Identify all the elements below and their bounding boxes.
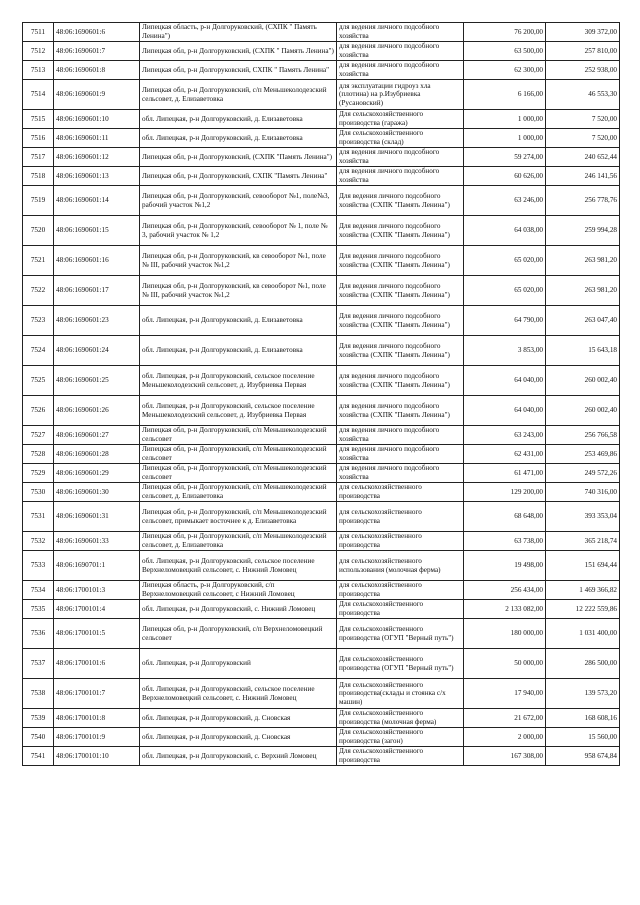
address-cell: Липецкая обл, р-н Долгоруковский, с/п Меньшеколодезский сельсовет, д. Елизаветовка bbox=[140, 80, 337, 110]
cadastral-number-cell: 48:06:1690601:16 bbox=[54, 246, 140, 276]
permitted-use-cell: для сельскохозяйственного производства bbox=[337, 532, 464, 551]
cadastral-value-cell: 151 694,44 bbox=[546, 551, 620, 581]
permitted-use-cell: Для сельскохозяйственного производства (гаража) bbox=[337, 110, 464, 129]
permitted-use-cell: для ведения личного подсобного хозяйства bbox=[337, 42, 464, 61]
row-number-cell: 7513 bbox=[23, 61, 54, 80]
table-row bbox=[23, 129, 620, 148]
address-cell: обл. Липецкая, р-н Долгоруковский, д. Сновская bbox=[140, 709, 337, 728]
area-cell: 63 246,00 bbox=[464, 186, 546, 216]
address-cell: Липецкая обл, р-н Долгоруковский, (СХПК " Память Ленина") bbox=[140, 42, 337, 61]
cadastral-value-cell: 958 674,84 bbox=[546, 747, 620, 766]
address-cell: Липецкая обл, р-н Долгоруковский, СХПК "Память Ленина" bbox=[140, 167, 337, 186]
cadastral-number-cell: 48:06:1690601:28 bbox=[54, 445, 140, 464]
row-number-cell: 7541 bbox=[23, 747, 54, 766]
address-cell: Липецкая обл, р-н Долгоруковский, с/п Меньшеколодезский сельсовет, д. Елизаветовка bbox=[140, 483, 337, 502]
cadastral-value-cell: 7 520,00 bbox=[546, 110, 620, 129]
permitted-use-cell: Для ведения личного подсобного хозяйства (СХПК "Память Ленина") bbox=[337, 246, 464, 276]
table-row bbox=[23, 80, 620, 110]
row-number-cell: 7530 bbox=[23, 483, 54, 502]
permitted-use-cell: Для ведения личного подсобного хозяйства (СХПК "Память Ленина") bbox=[337, 306, 464, 336]
cadastral-number-cell: 48:06:1690601:33 bbox=[54, 532, 140, 551]
table-row bbox=[23, 483, 620, 502]
cadastral-number-cell: 48:06:1690601:26 bbox=[54, 396, 140, 426]
area-cell: 61 471,00 bbox=[464, 464, 546, 483]
address-cell: Липецкая обл, р-н Долгоруковский, СХПК " Память Ленина" bbox=[140, 61, 337, 80]
permitted-use-cell: для ведения личного подсобного хозяйства bbox=[337, 23, 464, 42]
cadastral-value-cell: 393 353,04 bbox=[546, 502, 620, 532]
table-row bbox=[23, 186, 620, 216]
area-cell: 64 038,00 bbox=[464, 216, 546, 246]
address-cell: Липецкая обл, р-н Долгоруковский, с/п Меньшеколодезский сельсовет bbox=[140, 445, 337, 464]
table-row bbox=[23, 619, 620, 649]
cadastral-number-cell: 48:06:1690601:14 bbox=[54, 186, 140, 216]
cadastral-value-cell: 15 643,18 bbox=[546, 336, 620, 366]
cadastral-value-cell: 259 994,28 bbox=[546, 216, 620, 246]
row-number-cell: 7532 bbox=[23, 532, 54, 551]
permitted-use-cell: для ведения личного подсобного хозяйства bbox=[337, 167, 464, 186]
address-cell: обл. Липецкая, р-н Долгоруковский, д. Елизаветовка bbox=[140, 306, 337, 336]
area-cell: 2 133 082,00 bbox=[464, 600, 546, 619]
row-number-cell: 7526 bbox=[23, 396, 54, 426]
cadastral-value-cell: 365 218,74 bbox=[546, 532, 620, 551]
cadastral-number-cell: 48:06:1690601:8 bbox=[54, 61, 140, 80]
address-cell: Липецкая обл, р-н Долгоруковский, с/п Меньшеколодезский сельсовет, д. Елизаветовка bbox=[140, 532, 337, 551]
cadastral-number-cell: 48:06:1690601:13 bbox=[54, 167, 140, 186]
address-cell: обл. Липецкая, р-н Долгоруковский, сельское поселение Верхнеломовецкий сельсовет, с. Нижний Ломовец bbox=[140, 679, 337, 709]
cadastral-number-cell: 48:06:1690601:10 bbox=[54, 110, 140, 129]
cadastral-value-cell: 257 810,00 bbox=[546, 42, 620, 61]
row-number-cell: 7538 bbox=[23, 679, 54, 709]
cadastral-value-cell: 263 981,20 bbox=[546, 276, 620, 306]
area-cell: 60 626,00 bbox=[464, 167, 546, 186]
area-cell: 17 940,00 bbox=[464, 679, 546, 709]
cadastral-number-cell: 48:06:1700101:3 bbox=[54, 581, 140, 600]
area-cell: 63 738,00 bbox=[464, 532, 546, 551]
permitted-use-cell: Для сельскохозяйственного производства (склад) bbox=[337, 129, 464, 148]
area-cell: 64 040,00 bbox=[464, 396, 546, 426]
row-number-cell: 7511 bbox=[23, 23, 54, 42]
row-number-cell: 7540 bbox=[23, 728, 54, 747]
address-cell: Липецкая обл, р-н Долгоруковский, кв севооборот №1, поле № III, рабочий участок №1,2 bbox=[140, 276, 337, 306]
address-cell: Липецкая обл, р-н Долгоруковский, севооборот № 1, поле № 3, рабочий участок № 1,2 bbox=[140, 216, 337, 246]
table-row bbox=[23, 426, 620, 445]
area-cell: 50 000,00 bbox=[464, 649, 546, 679]
row-number-cell: 7520 bbox=[23, 216, 54, 246]
area-cell: 21 672,00 bbox=[464, 709, 546, 728]
cadastral-value-cell: 246 141,56 bbox=[546, 167, 620, 186]
permitted-use-cell: Для сельскохозяйственного производства (ОГУП "Верный путь") bbox=[337, 619, 464, 649]
area-cell: 65 020,00 bbox=[464, 246, 546, 276]
cadastral-number-cell: 48:06:1700101:6 bbox=[54, 649, 140, 679]
cadastral-number-cell: 48:06:1700101:9 bbox=[54, 728, 140, 747]
land-parcel-table bbox=[22, 22, 620, 766]
area-cell: 63 500,00 bbox=[464, 42, 546, 61]
cadastral-number-cell: 48:06:1700101:5 bbox=[54, 619, 140, 649]
row-number-cell: 7527 bbox=[23, 426, 54, 445]
row-number-cell: 7537 bbox=[23, 649, 54, 679]
cadastral-value-cell: 46 553,30 bbox=[546, 80, 620, 110]
area-cell: 64 040,00 bbox=[464, 366, 546, 396]
cadastral-value-cell: 253 469,86 bbox=[546, 445, 620, 464]
permitted-use-cell: для ведения личного подсобного хозяйства bbox=[337, 61, 464, 80]
permitted-use-cell: для ведения личного подсобного хозяйства bbox=[337, 464, 464, 483]
permitted-use-cell: для сельскохозяйственного производства bbox=[337, 502, 464, 532]
address-cell: обл. Липецкая, р-н Долгоруковский, сельское поселение Меньшеколодезский сельсовет, д. Изубриевка Первая bbox=[140, 396, 337, 426]
table-row bbox=[23, 366, 620, 396]
area-cell: 180 000,00 bbox=[464, 619, 546, 649]
table-row bbox=[23, 445, 620, 464]
cadastral-value-cell: 309 372,00 bbox=[546, 23, 620, 42]
cadastral-number-cell: 48:06:1700101:7 bbox=[54, 679, 140, 709]
cadastral-number-cell: 48:06:1690601:29 bbox=[54, 464, 140, 483]
area-cell: 6 166,00 bbox=[464, 80, 546, 110]
table-row bbox=[23, 551, 620, 581]
address-cell: обл. Липецкая, р-н Долгоруковский, с. Нижний Ломовец bbox=[140, 600, 337, 619]
address-cell: обл. Липецкая, р-н Долгоруковский, д. Елизаветовка bbox=[140, 129, 337, 148]
row-number-cell: 7529 bbox=[23, 464, 54, 483]
row-number-cell: 7524 bbox=[23, 336, 54, 366]
table-row bbox=[23, 679, 620, 709]
address-cell: обл. Липецкая, р-н Долгоруковский, д. Сновская bbox=[140, 728, 337, 747]
cadastral-value-cell: 256 778,76 bbox=[546, 186, 620, 216]
cadastral-number-cell: 48:06:1700101:10 bbox=[54, 747, 140, 766]
cadastral-number-cell: 48:06:1690601:27 bbox=[54, 426, 140, 445]
cadastral-number-cell: 48:06:1690601:23 bbox=[54, 306, 140, 336]
address-cell: Липецкая обл, р-н Долгоруковский, (СХПК "Память Ленина") bbox=[140, 148, 337, 167]
cadastral-value-cell: 260 002,40 bbox=[546, 366, 620, 396]
cadastral-value-cell: 249 572,26 bbox=[546, 464, 620, 483]
cadastral-number-cell: 48:06:1690601:31 bbox=[54, 502, 140, 532]
row-number-cell: 7534 bbox=[23, 581, 54, 600]
cadastral-number-cell: 48:06:1690601:9 bbox=[54, 80, 140, 110]
area-cell: 62 431,00 bbox=[464, 445, 546, 464]
cadastral-number-cell: 48:06:1690601:15 bbox=[54, 216, 140, 246]
cadastral-value-cell: 1 031 400,00 bbox=[546, 619, 620, 649]
table-row bbox=[23, 216, 620, 246]
permitted-use-cell: Для сельскохозяйственного производства (ОГУП "Верный путь") bbox=[337, 649, 464, 679]
area-cell: 1 000,00 bbox=[464, 110, 546, 129]
address-cell: Липецкая обл, р-н Долгоруковский, с/п Меньшеколодезский сельсовет bbox=[140, 426, 337, 445]
cadastral-value-cell: 286 500,00 bbox=[546, 649, 620, 679]
cadastral-number-cell: 48:06:1700101:8 bbox=[54, 709, 140, 728]
area-cell: 76 200,00 bbox=[464, 23, 546, 42]
permitted-use-cell: Для сельскохозяйственного производства bbox=[337, 600, 464, 619]
cadastral-value-cell: 7 520,00 bbox=[546, 129, 620, 148]
cadastral-number-cell: 48:06:1690601:6 bbox=[54, 23, 140, 42]
table-body bbox=[23, 23, 620, 766]
cadastral-value-cell: 1 469 366,82 bbox=[546, 581, 620, 600]
permitted-use-cell: для сельскохозяйственного производства bbox=[337, 483, 464, 502]
row-number-cell: 7522 bbox=[23, 276, 54, 306]
area-cell: 19 498,00 bbox=[464, 551, 546, 581]
cadastral-number-cell: 48:06:1690601:30 bbox=[54, 483, 140, 502]
permitted-use-cell: Для ведения личного подсобного хозяйства (СХПК "Память Ленина") bbox=[337, 216, 464, 246]
area-cell: 63 243,00 bbox=[464, 426, 546, 445]
area-cell: 62 300,00 bbox=[464, 61, 546, 80]
cadastral-value-cell: 139 573,20 bbox=[546, 679, 620, 709]
table-row bbox=[23, 336, 620, 366]
cadastral-value-cell: 260 002,40 bbox=[546, 396, 620, 426]
table-row bbox=[23, 728, 620, 747]
cadastral-number-cell: 48:06:1690701:1 bbox=[54, 551, 140, 581]
row-number-cell: 7517 bbox=[23, 148, 54, 167]
permitted-use-cell: Для сельскохозяйственного производства (молочная ферма) bbox=[337, 709, 464, 728]
row-number-cell: 7521 bbox=[23, 246, 54, 276]
permitted-use-cell: для ведения личного подсобного хозяйства bbox=[337, 445, 464, 464]
row-number-cell: 7535 bbox=[23, 600, 54, 619]
permitted-use-cell: для ведения личного подсобного хозяйства bbox=[337, 148, 464, 167]
table-row bbox=[23, 747, 620, 766]
table-row bbox=[23, 42, 620, 61]
area-cell: 59 274,00 bbox=[464, 148, 546, 167]
address-cell: обл. Липецкая, р-н Долгоруковский bbox=[140, 649, 337, 679]
table-row bbox=[23, 581, 620, 600]
table-row bbox=[23, 709, 620, 728]
address-cell: Липецкая обл, р-н Долгоруковский, с/п Меньшеколодезский сельсовет bbox=[140, 464, 337, 483]
table-row bbox=[23, 276, 620, 306]
cadastral-number-cell: 48:06:1690601:7 bbox=[54, 42, 140, 61]
table-row bbox=[23, 148, 620, 167]
area-cell: 3 853,00 bbox=[464, 336, 546, 366]
address-cell: обл. Липецкая, р-н Долгоруковский, д. Елизаветовка bbox=[140, 336, 337, 366]
permitted-use-cell: Для ведения личного подсобного хозяйства (СХПК "Память Ленина") bbox=[337, 336, 464, 366]
cadastral-value-cell: 168 608,16 bbox=[546, 709, 620, 728]
address-cell: Липецкая обл, р-н Долгоруковский, с/п Верхнеломовецкий сельсовет bbox=[140, 619, 337, 649]
row-number-cell: 7533 bbox=[23, 551, 54, 581]
area-cell: 167 308,00 bbox=[464, 747, 546, 766]
row-number-cell: 7512 bbox=[23, 42, 54, 61]
permitted-use-cell: Для сельскохозяйственного производства bbox=[337, 747, 464, 766]
area-cell: 64 790,00 bbox=[464, 306, 546, 336]
row-number-cell: 7515 bbox=[23, 110, 54, 129]
table-row bbox=[23, 306, 620, 336]
row-number-cell: 7528 bbox=[23, 445, 54, 464]
cadastral-number-cell: 48:06:1690601:11 bbox=[54, 129, 140, 148]
permitted-use-cell: Для ведения личного подсобного хозяйства (СХПК "Память Ленина") bbox=[337, 186, 464, 216]
permitted-use-cell: для ведения личного подсобного хозяйства (СХПК "Память Ленина") bbox=[337, 396, 464, 426]
cadastral-number-cell: 48:06:1690601:25 bbox=[54, 366, 140, 396]
cadastral-number-cell: 48:06:1690601:17 bbox=[54, 276, 140, 306]
permitted-use-cell: для ведения личного подсобного хозяйства bbox=[337, 426, 464, 445]
cadastral-value-cell: 256 766,58 bbox=[546, 426, 620, 445]
address-cell: обл. Липецкая, р-н Долгоруковский, с. Верхний Ломовец bbox=[140, 747, 337, 766]
permitted-use-cell: для ведения личного подсобного хозяйства (СХПК "Память Ленина") bbox=[337, 366, 464, 396]
table-row bbox=[23, 23, 620, 42]
address-cell: обл. Липецкая, р-н Долгоруковский, сельское поселение Меньшеколодезский сельсовет, д. Изубриевка Первая bbox=[140, 366, 337, 396]
address-cell: Липецкая область, р-н Долгоруковский, (СХПК " Память Ленина") bbox=[140, 23, 337, 42]
address-cell: обл. Липецкая, р-н Долгоруковский, д. Елизаветовка bbox=[140, 110, 337, 129]
cadastral-number-cell: 48:06:1690601:12 bbox=[54, 148, 140, 167]
address-cell: Липецкая обл, р-н Долгоруковский, с/п Меньшеколодезский сельсовет, примыкает восточнее к д. Елизаветовка bbox=[140, 502, 337, 532]
area-cell: 256 434,00 bbox=[464, 581, 546, 600]
area-cell: 68 648,00 bbox=[464, 502, 546, 532]
cadastral-number-cell: 48:06:1700101:4 bbox=[54, 600, 140, 619]
cadastral-value-cell: 15 560,00 bbox=[546, 728, 620, 747]
address-cell: обл. Липецкая, р-н Долгоруковский, сельское поселение Верхнеломовецкий сельсовет, с. Нижний Ломовец bbox=[140, 551, 337, 581]
row-number-cell: 7519 bbox=[23, 186, 54, 216]
table-row bbox=[23, 396, 620, 426]
cadastral-number-cell: 48:06:1690601:24 bbox=[54, 336, 140, 366]
address-cell: Липецкая обл, р-н Долгоруковский, севооборот №1, поле№3, рабочий участок №1,2 bbox=[140, 186, 337, 216]
cadastral-value-cell: 263 047,40 bbox=[546, 306, 620, 336]
row-number-cell: 7514 bbox=[23, 80, 54, 110]
table-row bbox=[23, 502, 620, 532]
table-row bbox=[23, 246, 620, 276]
row-number-cell: 7516 bbox=[23, 129, 54, 148]
permitted-use-cell: Для ведения личного подсобного хозяйства (СХПК "Память Ленина") bbox=[337, 276, 464, 306]
table-row bbox=[23, 600, 620, 619]
area-cell: 129 200,00 bbox=[464, 483, 546, 502]
cadastral-value-cell: 12 222 559,86 bbox=[546, 600, 620, 619]
cadastral-value-cell: 252 938,00 bbox=[546, 61, 620, 80]
cadastral-value-cell: 740 316,00 bbox=[546, 483, 620, 502]
permitted-use-cell: для сельскохозяйственного использования (молочная ферма) bbox=[337, 551, 464, 581]
table-row bbox=[23, 649, 620, 679]
row-number-cell: 7536 bbox=[23, 619, 54, 649]
cadastral-value-cell: 263 981,20 bbox=[546, 246, 620, 276]
cadastral-value-cell: 240 652,44 bbox=[546, 148, 620, 167]
area-cell: 1 000,00 bbox=[464, 129, 546, 148]
table-row bbox=[23, 61, 620, 80]
permitted-use-cell: Для сельскохозяйственного производства (загон) bbox=[337, 728, 464, 747]
table-row bbox=[23, 532, 620, 551]
address-cell: Липецкая обл, р-н Долгоруковский, кв севооборот №1, поле № III, рабочий участок №1,2 bbox=[140, 246, 337, 276]
area-cell: 65 020,00 bbox=[464, 276, 546, 306]
table-row bbox=[23, 110, 620, 129]
permitted-use-cell: для эксплуатации гидроуз хла (плотина) на р.Изубриевка (Русановский) bbox=[337, 80, 464, 110]
area-cell: 2 000,00 bbox=[464, 728, 546, 747]
row-number-cell: 7531 bbox=[23, 502, 54, 532]
row-number-cell: 7539 bbox=[23, 709, 54, 728]
table-row bbox=[23, 464, 620, 483]
row-number-cell: 7518 bbox=[23, 167, 54, 186]
permitted-use-cell: для сельскохозяйственного производства bbox=[337, 581, 464, 600]
row-number-cell: 7525 bbox=[23, 366, 54, 396]
permitted-use-cell: Для сельскохозяйственного производства(склады и стоянка с/х машин) bbox=[337, 679, 464, 709]
row-number-cell: 7523 bbox=[23, 306, 54, 336]
table-row bbox=[23, 167, 620, 186]
address-cell: Липецкая область, р-н Долгоруковский, с/п Верхнеломовецкий сельсовет, с Нижний Ломовец bbox=[140, 581, 337, 600]
